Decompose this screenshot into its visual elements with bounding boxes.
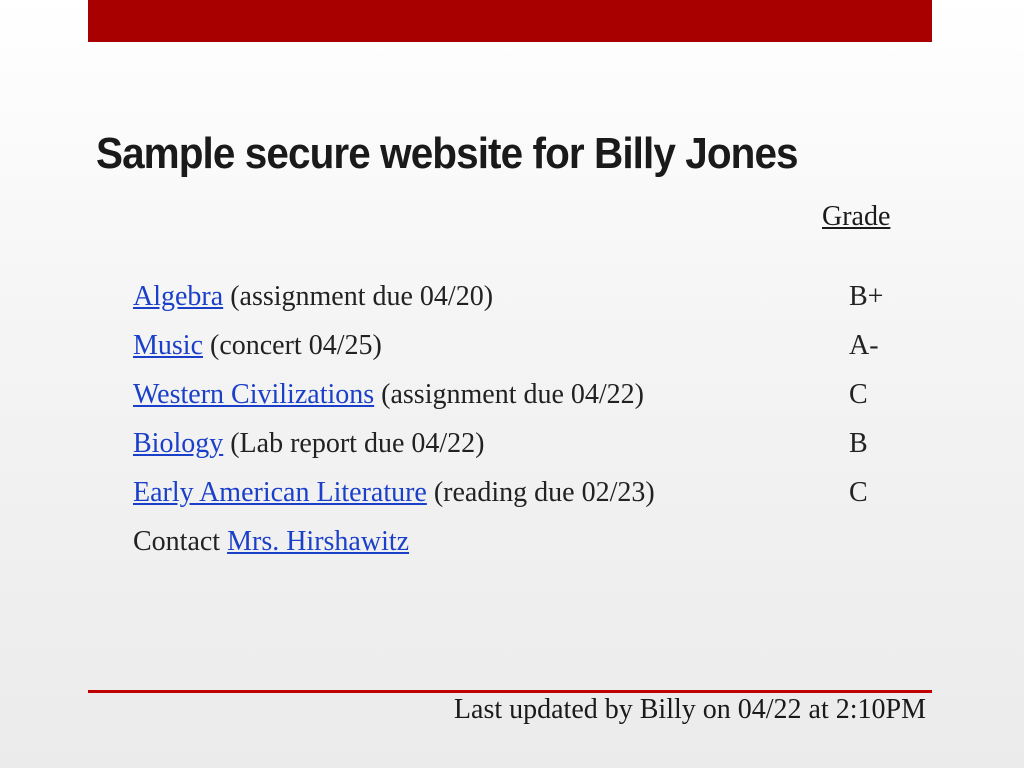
page-title: Sample secure website for Billy Jones — [96, 129, 798, 178]
course-row-biology — [133, 424, 913, 473]
course-note: (reading due 02/23) — [433, 477, 655, 508]
course-grade: C — [849, 477, 868, 508]
course-link-western-civilizations[interactable]: Western Civilizations — [133, 379, 375, 410]
course-grade: A- — [849, 330, 879, 361]
last-updated-text: Last updated by Billy on 04/22 at 2:10PM — [453, 694, 926, 725]
course-note: (assignment due 04/22) — [381, 379, 644, 410]
course-grade: B+ — [849, 281, 884, 312]
course-link-early-american-literature[interactable]: Early American Literature — [133, 477, 427, 508]
course-link-biology[interactable]: Biology — [133, 428, 224, 459]
contact-row — [133, 522, 913, 571]
course-row-early-american-literature — [133, 473, 913, 522]
course-list — [133, 277, 913, 571]
contact-label: Contact — [133, 526, 221, 557]
course-row-algebra — [133, 277, 913, 326]
course-note: (concert 04/25) — [210, 330, 382, 361]
course-grade: C — [849, 379, 868, 410]
grade-column-header: Grade — [822, 201, 891, 232]
course-row-western-civilizations — [133, 375, 913, 424]
course-link-algebra[interactable]: Algebra — [133, 281, 224, 312]
course-note: (Lab report due 04/22) — [230, 428, 485, 459]
top-accent-bar — [88, 0, 932, 42]
course-row-music — [133, 326, 913, 375]
course-note: (assignment due 04/20) — [230, 281, 494, 312]
contact-teacher-link[interactable]: Mrs. Hirshawitz — [227, 526, 410, 557]
course-link-music[interactable]: Music — [133, 330, 203, 361]
course-grade: B — [849, 428, 868, 459]
